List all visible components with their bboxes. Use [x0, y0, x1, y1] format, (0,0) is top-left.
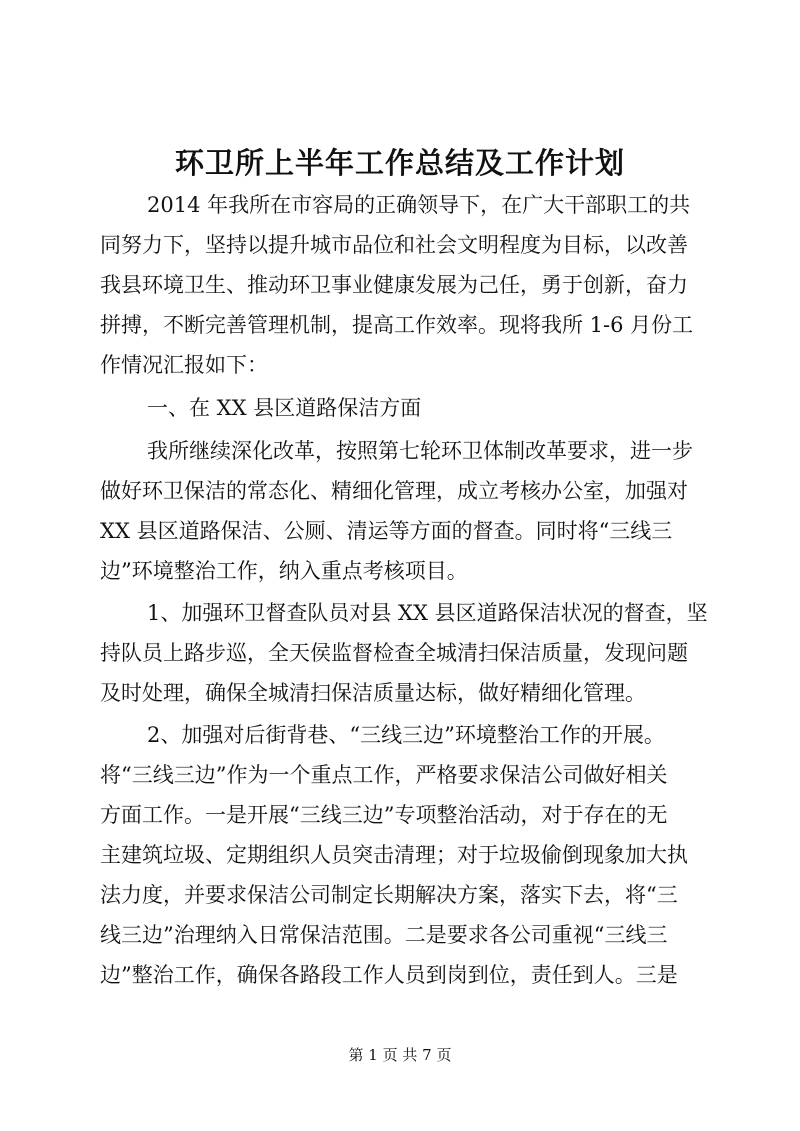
body-line: 及时处理，确保全城清扫保洁质量达标，做好精细化管理。 [100, 681, 646, 705]
body-line: 我所继续深化改革，按照第七轮环卫体制改革要求，进一步 [147, 439, 693, 463]
document-title: 环卫所上半年工作总结及工作计划 [174, 146, 625, 180]
body-line: 持队员上路步巡，全天侯监督检查全城清扫保洁质量，发现问题 [100, 641, 688, 665]
body-line: 做好环卫保洁的常态化、精细化管理，成立考核办公室，加强对 [100, 479, 688, 503]
body-line: XX 县区道路保洁、公厕、清运等方面的督查。同时将“三线三 [100, 519, 673, 543]
body-line: 2014 年我所在市容局的正确领导下，在广大干部职工的共 [147, 193, 691, 217]
body-line: 边”整治工作，确保各路段工作人员到岗到位，责任到人。三是 [100, 963, 678, 987]
body-line: 我县环境卫生、推动环卫事业健康发展为己任，勇于创新，奋力 [100, 273, 688, 297]
body-line: 2、加强对后街背巷、“三线三边”环境整治工作的开展。 [147, 723, 665, 747]
body-line: 作情况汇报如下： [100, 353, 268, 377]
body-line: 1、加强环卫督查队员对县 XX 县区道路保洁状况的督查，坚 [147, 601, 708, 625]
body-line: 边”环境整治工作，纳入重点考核项目。 [100, 559, 468, 583]
page-footer: 第 1 页 共 7 页 [348, 1046, 452, 1064]
body-line: 将“三线三边”作为一个重点工作，严格要求保洁公司做好相关 [100, 763, 668, 787]
body-line: 线三边”治理纳入日常保洁范围。二是要求各公司重视“三线三 [100, 923, 668, 947]
section-heading: 一、在 XX 县区道路保洁方面 [147, 396, 422, 420]
body-line: 拼搏，不断完善管理机制，提高工作效率。现将我所 1-6 月份工 [100, 313, 694, 337]
body-line: 方面工作。一是开展“三线三边”专项整治活动，对于存在的无 [100, 803, 668, 827]
body-line: 同努力下，坚持以提升城市品位和社会文明程度为目标，以改善 [100, 233, 688, 257]
body-line: 主建筑垃圾、定期组织人员突击清理；对于垃圾偷倒现象加大执 [100, 843, 688, 867]
body-line: 法力度，并要求保洁公司制定长期解决方案，落实下去，将“三 [100, 883, 678, 907]
